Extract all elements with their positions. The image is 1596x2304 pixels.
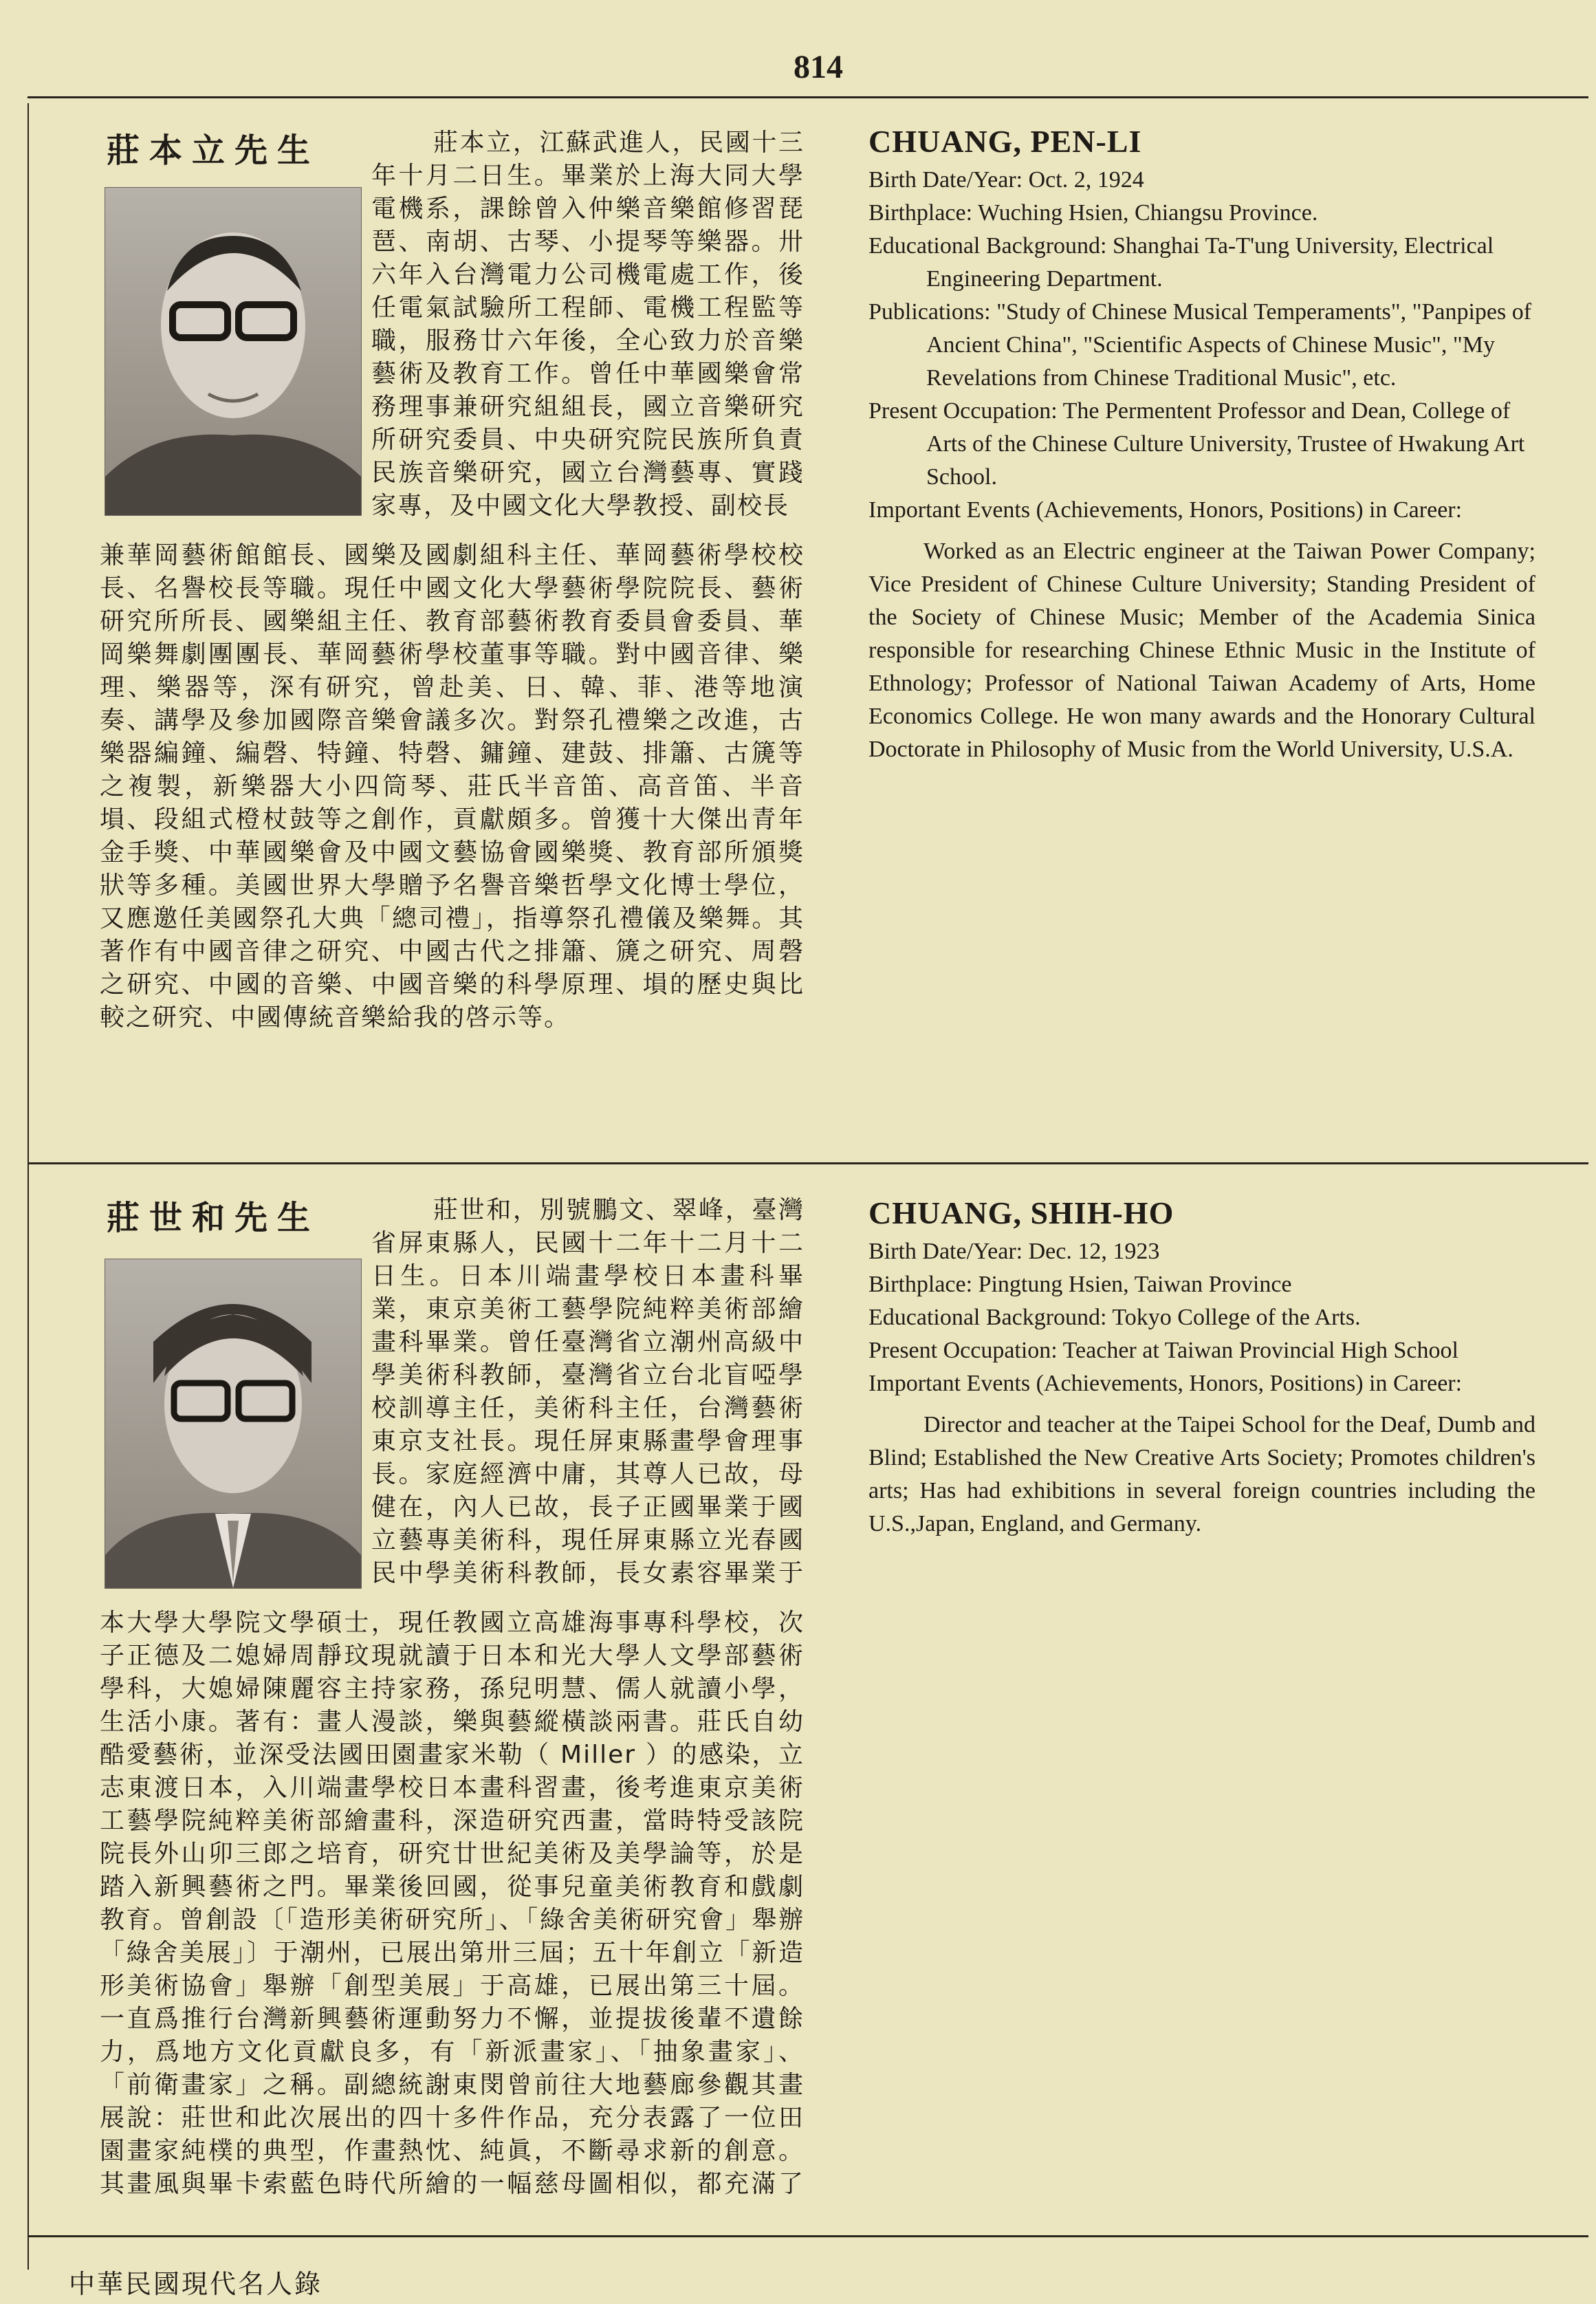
book-title-footer: 中華民國現代名人錄 xyxy=(69,2269,323,2299)
entry-1-english-column xyxy=(868,125,1535,790)
entry-2-education: Educational Background: Tokyo College of the Arts. xyxy=(868,1305,1361,1330)
footer-rule xyxy=(28,2235,1588,2237)
entry-1-bio-zh-rest: 兼華岡藝術館館長、國樂及國劇組科主任、華岡藝術學校校長、名譽校長等職。現任中國文化大學藝術學院院長、藝術研究所所長、國樂組主任、教育部藝術教育委員會委員、華岡樂舞劇團團長、華岡藝術學校董事等職。對中國音律、樂理、樂器等，深有研究，曾赴美、日、韓、菲、港等地演奏、講學及參加國際音樂會議多次。對祭孔禮樂之改進，古樂器編鐘、編磬、特鐘、特磬、鏞鐘、建鼓、排簫、古篪等之複製，新樂器大小四筒琴、莊氏半音笛、高音笛、半音塤、段組式橙杖鼓等之創作，貢獻頗多。曾獲十大傑出青年金手獎、中華國樂會及中國文藝協會國樂獎、教育部所頒獎狀等多種。美國世界大學贈予名譽音樂哲學文化博士學位，又應邀任美國祭孔大典「總司禮」，指導祭孔禮儀及樂舞。其著作有中國音律之研究、中國古代之排簫、篪之研究、周磬之研究、中國的音樂、中國音樂的科學原理、塤的歷史與比較之研究、中國傳統音樂給我的啓示等。 xyxy=(100,541,805,1032)
entry-1-occupation: Present Occupation: The Permentent Professor and Dean, College of Arts of the Chinese Culture University, Trustee of Hwakung Art School. xyxy=(868,398,1525,490)
entry-2-english-column xyxy=(868,1197,1535,1564)
entry-2-portrait-photo xyxy=(105,1259,362,1589)
entry-2-occupation: Present Occupation: Teacher at Taiwan Provincial High School xyxy=(868,1338,1458,1363)
entry-1-birthplace: Birthplace: Wuching Hsien, Chiangsu Province. xyxy=(868,200,1318,226)
header-rule xyxy=(28,96,1588,98)
entry-2-bio-zh-intro: 莊世和，別號鵬文、翠峰，臺灣省屏東縣人，民國十二年十二月十二日生。日本川端畫學校日本畫科畢業，東京美術工藝學院純粹美術部繪畫科畢業。曾任臺灣省立潮州高級中學美術科教師，臺灣省立台北盲啞學校訓導主任，美術科主任，台灣藝術東京支社長。現任屏東縣畫學會理事長。家庭經濟中庸，其尊人已故，母健在，內人已故，長子正國畢業于國立藝專美術科，現任屏東縣立光春國民中學美術科教師，長女素容畢業于 xyxy=(371,1196,805,1587)
entry-2-birth-date: Birth Date/Year: Dec. 12, 1923 xyxy=(868,1239,1160,1264)
entry-1-events-text: Worked as an Electric engineer at the Taiwan Power Company; Vice President of Chinese Culture University; Standing President of the Society of Chinese Music; Member of the Academia Sinica responsible for researching Chinese Ethnic Music in the Institute of Ethnology; Professor of National Taiwan Academy of Arts, Home Economics College. He won many awards and the Honorary Cultural Doctorate in Philosophy of Music from the World University, U.S.A. xyxy=(868,539,1535,762)
entry-divider-rule xyxy=(28,1162,1588,1164)
entry-2-birthplace: Birthplace: Pingtung Hsien, Taiwan Province xyxy=(868,1272,1292,1297)
entry-1-publications: Publications: "Study of Chinese Musical Temperaments", "Panpipes of Ancient China", "Scientific Aspects of Chinese Music", "My Revelations from Chinese Traditional Music", etc. xyxy=(868,299,1532,391)
entry-2-events-heading: Important Events (Achievements, Honors, Positions) in Career: xyxy=(868,1371,1463,1396)
entry-1-events-heading: Important Events (Achievements, Honors, Positions) in Career: xyxy=(868,497,1463,523)
entry-1-bio-zh-intro: 莊本立，江蘇武進人，民國十三年十月二日生。畢業於上海大同大學電機系，課餘曾入仲樂音樂館修習琵琶、南胡、古琴、小提琴等樂器。卅六年入台灣電力公司機電處工作，後任電氣試驗所工程師、電機工程監等職，服務廿六年後，全心致力於音樂藝術及教育工作。曾任中華國樂會常務理事兼研究組組長，國立音樂研究所研究委員、中央研究院民族所負責民族音樂研究，國立台灣藝專、實踐家專，及中國文化大學教授、副校長 xyxy=(371,129,805,520)
entry-2-name-en: CHUANG, SHIH-HO xyxy=(868,1195,1174,1230)
entry-1-name-en: CHUANG, PEN-LI xyxy=(868,124,1142,159)
entry-2-bio-zh-rest: 本大學大學院文學碩士，現任教國立高雄海事專科學校，次子正德及二媳婦周靜玟現就讀于日本和光大學人文學部藝術學科，大媳婦陳麗容主持家務，孫兒明慧、儒人就讀小學，生活小康。著有：畫人漫談，樂與藝縱橫談兩書。莊氏自幼酷愛藝術，並深受法國田園畫家米勒（ Miller ）的感染，立志東渡日本，入川端畫學校日本畫科習畫，後考進東京美術工藝學院純粹美術部繪畫科，深造研究西畫，當時特受該院院長外山卯三郎之培育，研究廿世紀美術及美學論等，於是踏入新興藝術之門。畢業後回國，從事兒童美術教育和戲劇教育。曾創設〔「造形美術研究所」、「綠舍美術研究會」舉辦「綠舍美展」〕于潮州，已展出第卅三屆；五十年創立「新造形美術協會」舉辦「創型美展」于高雄，已展出第三十屆。一直爲推行台灣新興藝術運動努力不懈，並提拔後輩不遺餘力，爲地方文化貢獻良多，有「新派畫家」、「抽象畫家」、「前衛畫家」之稱。副總統謝東閔曾前往大地藝廊參觀其畫展說：莊世和此次展出的四十多件作品，充分表露了一位田園畫家純樸的典型，作畫熱忱、純眞，不斷尋求新的創意。其畫風與畢卡索藍色時代所繪的一幅慈母圖相似，都充滿了 xyxy=(100,1609,805,2198)
entry-1-education: Educational Background: Shanghai Ta-T'ung University, Electrical Engineering Department. xyxy=(868,233,1494,292)
page-number: 814 xyxy=(794,49,843,85)
entry-1-name-zh: 莊本立先生 xyxy=(107,131,320,170)
entry-1-portrait-photo xyxy=(105,187,362,516)
entry-1-birth-date: Birth Date/Year: Oct. 2, 1924 xyxy=(868,167,1144,193)
left-border-rule xyxy=(28,103,29,2270)
entry-2-name-zh: 莊世和先生 xyxy=(107,1199,320,1237)
entry-2-events-text: Director and teacher at the Taipei School for the Deaf, Dumb and Blind; Established the New Creative Arts Society; Promotes children's arts; Has had exhibitions in several foreign countries including the U.S.,Japan, England, and Germany. xyxy=(868,1412,1535,1536)
